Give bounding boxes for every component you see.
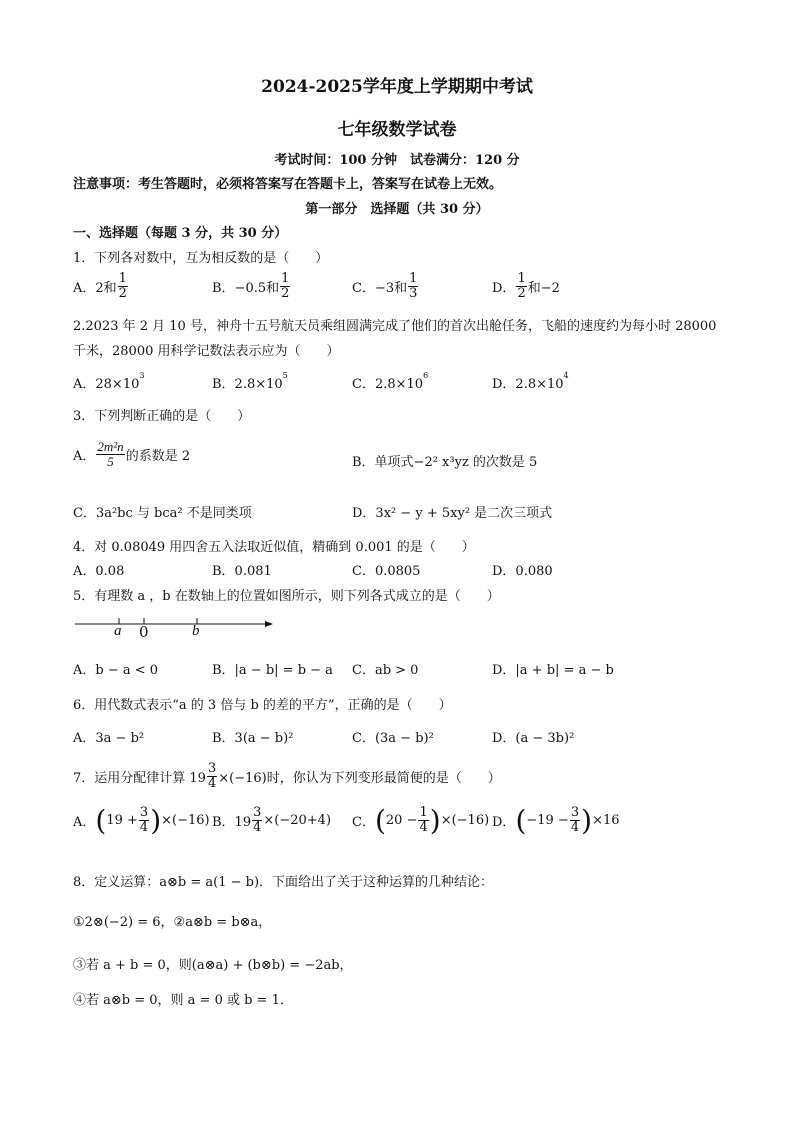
axis-label-a: a [114,623,122,639]
q6-option-c: C．(3a − b)² [352,731,434,746]
exam-title: 2024-2025学年度上学期期中考试 [261,77,533,97]
fraction: $\frac{\text{2m²n}}{5}$ [97,439,124,469]
axis-label-0: 0 [139,623,149,641]
fraction: $\frac{1}{2}$ [118,271,127,301]
fraction: $\frac{3}{4}$ [207,761,217,791]
q8-conclusion-3: ③若 a + b = 0，则(a⊗a) + (b⊗b) = −2ab， [73,958,353,973]
q4-option-b: B．0.081 [212,564,272,579]
q5-option-b: B．|a − b| = b − a [212,663,333,678]
axis-label-b: b [192,623,200,639]
exam-notice: 注意事项：考生答题时，必须将答案写在答题卡上，答案写在试卷上无效。 [73,177,503,192]
q6-option-a: A．3a − b² [73,731,145,746]
q4-option-c: C．0.0805 [352,564,421,579]
q7-option-d: D． ( −19 − $\frac{3}{4}$ ) ×16 [492,803,620,837]
q3-option-c: C．3a²bc 与 bca² 不是同类项 [73,506,252,521]
q4-option-d: D．0.080 [492,564,553,579]
section-heading: 一、选择题（每题 3 分，共 30 分） [73,226,288,241]
number-line-figure [73,612,283,644]
q8-conclusion-4: ④若 a⊗b = 0，则 a = 0 或 b = 1． [73,993,293,1008]
q5-option-c: C．ab > 0 [352,663,419,678]
question-4-stem: 4．对 0.08049 用四舍五入法取近似值，精确到 0.001 的是（ ） [73,540,475,555]
question-6-stem: 6．用代数式表示“a 的 3 倍与 b 的差的平方”，正确的是（ ） [73,698,452,713]
question-2-line-1: 2.2023 年 2 月 10 号，神舟十五号航天员乘组圆满完成了他们的首次出舱任务，飞船的速度约为每小时 28000 [73,319,717,334]
fraction: $\frac{3}{4}$ [139,805,149,835]
question-8-stem: 8．定义运算：a⊗b = a(1 − b)．下面给出了关于这种运算的几种结论： [73,875,494,890]
q6-option-b: B．3(a − b)² [212,731,294,746]
q1-option-d: D． $\frac{1}{2}$ 和−2 [492,271,560,301]
q3-option-a: A． $\frac{\text{2m²n}}{5}$ 的系数是 2 [73,439,191,469]
q3-option-d: D．3x² − y + 5xy² 是二次三项式 [352,506,553,521]
number-line-arrow [265,621,273,627]
fraction: $\frac{3}{4}$ [253,805,262,835]
fraction: $\frac{1}{4}$ [419,805,428,835]
q4-option-a: A．0.08 [73,564,125,579]
q5-option-d: D．|a + b| = a − b [492,663,614,678]
q7-option-b: B．19 $\frac{3}{4}$ ×(−20+4) [212,805,332,835]
q1-option-a: A．2和 $\frac{1}{2}$ [73,271,127,301]
q7-option-c: C． ( 20 − $\frac{1}{4}$ ) ×(−16) [352,803,490,837]
q8-conclusion-1-2: ①2⊗(−2) = 6，②a⊗b = b⊗a， [73,915,272,930]
fraction: $\frac{1}{2}$ [281,271,290,301]
q2-option-b: B．$2.8\times 10^5$ [212,371,288,392]
q3-option-b: B．单项式−2² x³yz 的次数是 5 [352,455,538,470]
question-3-stem: 3．下列判断正确的是（ ） [73,409,251,424]
q1-option-b: B．−0.5和 $\frac{1}{2}$ [212,271,290,301]
q2-option-a: A．$28\times 10^3$ [73,371,145,392]
q5-option-a: A．b − a < 0 [73,663,159,678]
question-2-line-2: 千米，28000 用科学记数法表示应为（ ） [73,344,340,359]
question-7-stem: 7．运用分配律计算 19 $\frac{3}{4}$ ×(−16)时，你认为下列变形最简便的是（ ） [73,761,501,791]
exam-info: 考试时间：100 分钟 试卷满分：120 分 [274,153,520,168]
question-1-stem: 1．下列各对数中，互为相反数的是（ ） [73,251,329,266]
q1-option-c: C．−3和 $\frac{1}{3}$ [352,271,418,301]
part-heading: 第一部分 选择题（共 30 分） [305,202,489,217]
question-5-stem: 5．有理数 a ，b 在数轴上的位置如图所示，则下列各式成立的是（ ） [73,589,500,604]
q2-option-d: D．$2.8\times 10^4$ [492,371,569,392]
fraction: $\frac{3}{4}$ [570,805,580,835]
q7-option-a: A． ( 19 + $\frac{3}{4}$ ) ×(−16) [73,803,210,837]
fraction: $\frac{1}{3}$ [409,271,418,301]
q2-option-c: C．$2.8\times 10^6$ [352,371,429,392]
exam-subtitle: 七年级数学试卷 [337,120,457,140]
fraction: $\frac{1}{2}$ [517,271,526,301]
q6-option-d: D．(a − 3b)² [492,731,575,746]
